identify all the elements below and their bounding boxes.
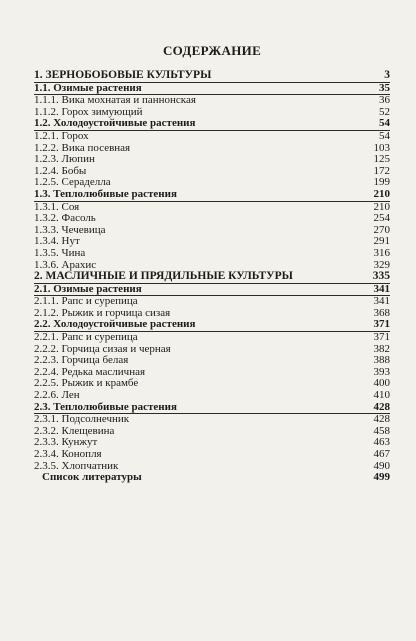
toc-entry	[34, 426, 390, 438]
toc-entry-page: 400	[373, 377, 390, 390]
toc-entry-title: 2.1.2. Рыжик и горчица сизая	[34, 307, 171, 319]
toc-entry	[34, 202, 390, 214]
toc-entry	[34, 177, 390, 189]
toc-entry-page: 125	[373, 153, 390, 166]
toc-entry-page: 316	[373, 246, 390, 259]
toc-entry-title: 1.2.1. Горох	[34, 130, 89, 142]
toc-entry-title: 2.3.3. Кунжут	[34, 437, 98, 449]
toc-entry-page: 467	[373, 448, 390, 460]
toc-entry	[34, 189, 390, 202]
toc-entry-title: 2.1. Озимые растения	[34, 283, 142, 295]
toc-entry-title: 2.2.4. Редька масличная	[34, 366, 146, 378]
toc-entry-title: 1.2.3. Люпин	[34, 154, 95, 166]
toc-entry-page: 54	[379, 129, 390, 142]
toc-entry-title: 2.2.1. Рапс и сурепица	[34, 332, 138, 344]
toc-entry-page: 382	[373, 342, 390, 355]
toc-entry-title: 1.3.3. Чечевица	[34, 224, 106, 236]
toc-entry-page: 35	[379, 81, 390, 94]
toc-entry-title: 2.3. Теплолюбивые растения	[34, 401, 177, 413]
toc-entry-page: 52	[379, 105, 390, 118]
toc-entry-title: 2.2.6. Лен	[34, 390, 80, 402]
toc-entry	[34, 260, 390, 272]
toc-entry	[34, 296, 390, 308]
toc-entry	[34, 367, 390, 379]
toc-entry-title: 2.3.5. Хлопчатник	[34, 460, 119, 472]
toc-entry-title: 1.1.2. Горох зимующий	[34, 106, 143, 118]
toc-entry-page: 3	[384, 69, 390, 81]
toc-entry	[34, 437, 390, 449]
toc-entry-title: 2.1.1. Рапс и сурепица	[34, 296, 138, 308]
toc-entry-title: 1.2.5. Сераделла	[34, 177, 111, 189]
toc-entry-page: 371	[373, 331, 390, 344]
toc-entry-title: 2.2.2. Горчица сизая и черная	[34, 343, 171, 355]
toc-entry-page: 428	[373, 413, 390, 426]
toc-entry	[34, 332, 390, 344]
toc-entry-title: 1.3. Теплолюбивые растения	[34, 188, 177, 200]
toc-entry-page: 393	[373, 365, 390, 378]
toc-entry-title: 2. МАСЛИЧНЫЕ И ПРЯДИЛЬНЫЕ КУЛЬТУРЫ	[34, 271, 293, 283]
toc-entry-page: 490	[373, 459, 390, 472]
toc-list	[34, 70, 390, 484]
toc-entry-page: 463	[373, 436, 390, 449]
toc-entry-page: 54	[379, 117, 390, 130]
toc-entry-title: 1.2.4. Бобы	[34, 165, 87, 177]
toc-entry	[34, 70, 390, 83]
toc-entry	[34, 236, 390, 248]
toc-entry	[34, 95, 390, 107]
toc-entry	[34, 83, 390, 96]
toc-entry-title: 2.2.3. Горчица белая	[34, 355, 129, 367]
toc-entry	[34, 472, 390, 484]
toc-entry-title: 1.3.1. Соя	[34, 201, 80, 213]
toc-entry-page: 371	[373, 318, 390, 331]
toc-entry	[34, 402, 390, 415]
toc-entry-title: 2.3.1. Подсолнечник	[34, 414, 130, 426]
toc-entry-page: 199	[373, 176, 390, 189]
toc-entry-page: 103	[373, 141, 390, 154]
toc-entry	[34, 154, 390, 166]
toc-entry	[34, 390, 390, 402]
toc-entry-title: 2.3.2. Клещевина	[34, 425, 115, 437]
toc-title: СОДЕРЖАНИЕ	[162, 43, 262, 58]
toc-entry	[34, 107, 390, 119]
toc-entry	[34, 225, 390, 237]
toc-entry-page: 291	[373, 235, 390, 248]
toc-entry-title: 2.3.4. Конопля	[34, 449, 102, 460]
toc-entry-page: 458	[373, 424, 390, 437]
toc-entry-title: 1.3.6. Арахис	[34, 259, 97, 271]
toc-entry-page: 335	[372, 270, 390, 283]
toc-entry-page: 172	[373, 164, 390, 177]
toc-entry-page: 341	[373, 282, 390, 295]
toc-entry	[34, 143, 390, 155]
toc-entry	[34, 131, 390, 143]
toc-entry	[34, 378, 390, 390]
toc-entry-title: 1.3.4. Нут	[34, 236, 80, 248]
toc-page	[34, 40, 390, 484]
toc-entry-title: 1. ЗЕРНОБОБОВЫЕ КУЛЬТУРЫ	[34, 70, 212, 81]
toc-entry-title: 1.2. Холодоустойчивые растения	[34, 118, 196, 130]
toc-entry-page: 428	[373, 400, 390, 413]
toc-entry-title: 1.3.2. Фасоль	[34, 213, 96, 225]
toc-entry-page: 36	[379, 94, 390, 107]
toc-entry-page: 270	[373, 223, 390, 236]
toc-entry	[34, 355, 390, 367]
toc-entry-title: 2.2.5. Рыжик и крамбе	[34, 378, 139, 390]
toc-entry	[34, 166, 390, 178]
toc-entry-page: 210	[373, 200, 390, 213]
toc-entry-page: 368	[373, 306, 390, 319]
toc-entry-page: 410	[373, 389, 390, 402]
toc-entry	[34, 308, 390, 320]
toc-entry	[34, 271, 390, 284]
toc-entry-title: 1.1.1. Вика мохнатая и паннонская	[34, 95, 196, 107]
toc-entry	[34, 344, 390, 356]
toc-entry	[34, 213, 390, 225]
toc-entry	[34, 414, 390, 426]
toc-entry-title: 1.2.2. Вика посевная	[34, 142, 131, 154]
toc-entry-page: 341	[373, 295, 390, 308]
toc-entry	[34, 248, 390, 260]
toc-entry-page: 210	[373, 187, 390, 200]
toc-entry-page: 254	[373, 212, 390, 225]
toc-entry-title: 1.1. Озимые растения	[34, 82, 142, 94]
toc-entry	[34, 449, 390, 461]
toc-entry-page: 499	[373, 471, 390, 484]
toc-entry	[34, 284, 390, 297]
toc-entry-title: 1.3.5. Чина	[34, 247, 86, 259]
toc-entry-page: 388	[373, 354, 390, 367]
toc-entry	[34, 118, 390, 131]
toc-entry-title: 2.2. Холодоустойчивые растения	[34, 319, 196, 331]
toc-entry	[34, 319, 390, 332]
toc-entry-title: Список литературы	[42, 472, 142, 484]
toc-entry-page: 329	[373, 258, 390, 271]
toc-entry	[34, 461, 390, 473]
